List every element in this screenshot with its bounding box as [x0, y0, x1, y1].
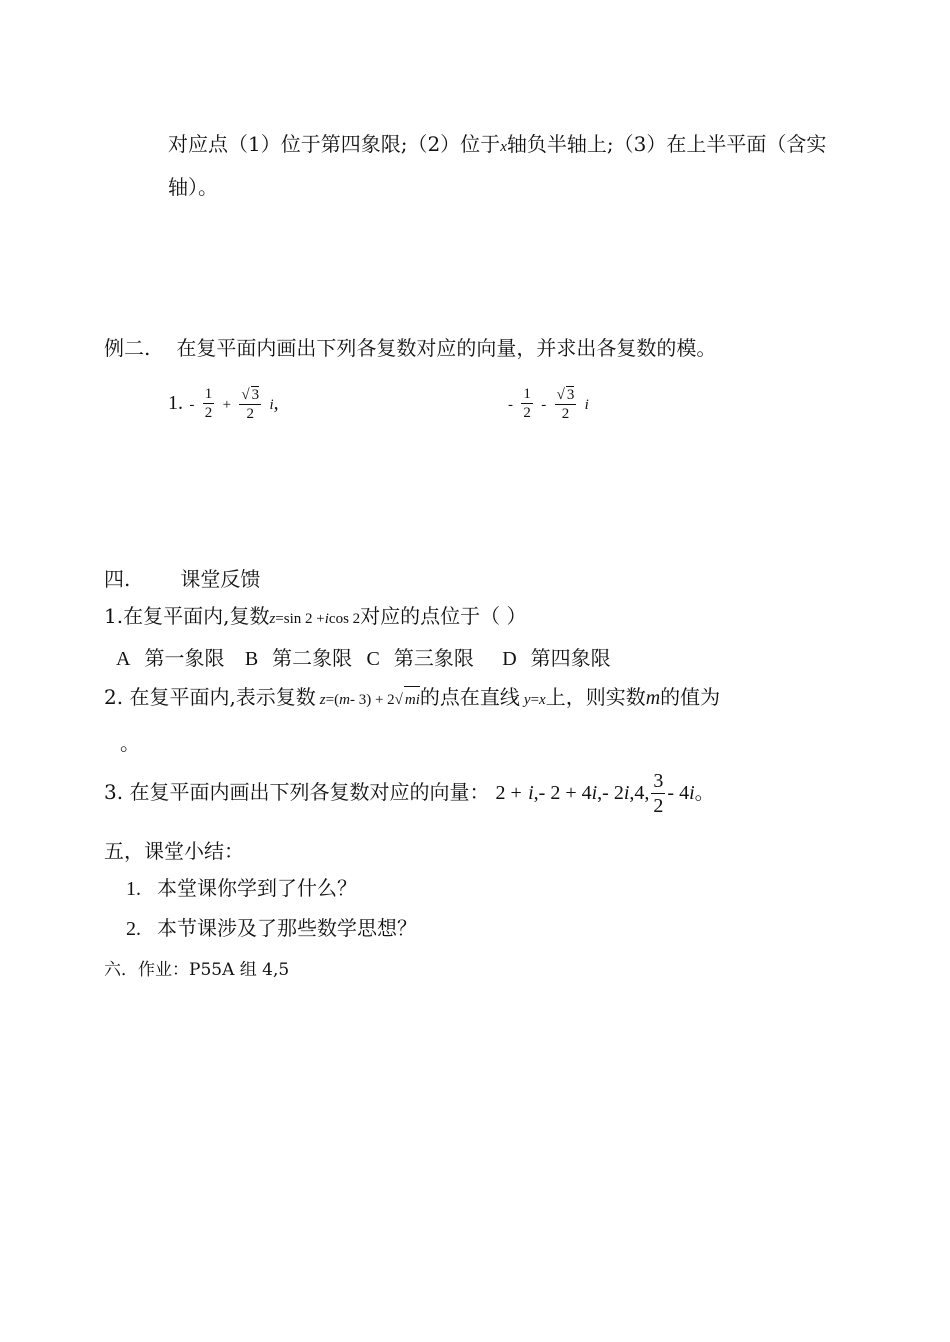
option-d: D 第四象限 [502, 646, 611, 670]
example2-text: 在复平面内画出下列各复数对应的向量，并求出各复数的模。 [176, 336, 717, 360]
intro-text-a: 对应点（1）位于第四象限;（2）位于 [168, 132, 501, 156]
question-1-options [116, 645, 611, 672]
option-c: C 第三象限 [366, 646, 474, 670]
example2-heading [104, 335, 716, 361]
section5-heading: 五，课堂小结： [104, 839, 244, 863]
item1-sqrt-fraction: $\frac{√ 3}{2}$ [241, 386, 260, 422]
item1-number: 1. [168, 392, 183, 414]
q1-text-a: 1.在复平面内,复数 [104, 604, 270, 628]
option-b: B 第二象限 [244, 646, 353, 670]
item1-fraction: $\frac{1}{2}$ [204, 386, 213, 421]
item2-imag: i [584, 397, 589, 413]
question-3: 3. 在复平面内画出下列各复数对应的向量： 2 + i,- 2 + 4i,- 2i,4, $\frac{3}{2}$ - 4i。 [104, 770, 715, 817]
item1-plus: + [222, 397, 232, 413]
summary-item-2: 2. 本节课涉及了那些数学思想？ [126, 916, 417, 940]
item2-neg: - [508, 397, 513, 413]
summary-item-1: 1. 本堂课你学到了什么？ [126, 876, 357, 900]
question-1: 1.在复平面内,复数z=sin 2 +icos 2对应的点位于（ ） [104, 604, 527, 628]
intro-text-c: 轴）。 [168, 175, 218, 199]
q2-text-a: 2. 在复平面内,表示复数 [104, 685, 316, 709]
homework-line: 六．作业：P55A 组 4,5 [104, 960, 290, 980]
q2-text-b: 的点在直线 [419, 685, 520, 709]
example2-label: 例二. [104, 336, 151, 360]
item2-fraction: $\frac{1}{2}$ [523, 386, 531, 421]
intro-line-2 [168, 174, 218, 200]
q3-fraction: $\frac{3}{2}$ [653, 770, 664, 817]
q1-text-b: 对应的点位于（ ） [360, 604, 527, 628]
var-x: x [500, 139, 507, 155]
q2-text-c: 上，则实数 [545, 685, 646, 709]
section4-label: 四. [104, 567, 131, 591]
q2-text-d: 的值为 [660, 685, 721, 709]
item1-comma: , [273, 392, 279, 414]
item1-neg: - [189, 397, 195, 413]
q3-text-a: 3. 在复平面内画出下列各复数对应的向量： [104, 780, 490, 804]
item2-sqrt-fraction: $\frac{√ 3}{2}$ [556, 386, 575, 422]
example2-item-1 [168, 384, 279, 423]
intro-text-b: 轴负半轴上;（3）在上半平面（含实 [506, 132, 827, 156]
question-2-tail: 。 [120, 731, 140, 755]
item2-minus: - [541, 397, 547, 413]
section4-title: 课堂反馈 [180, 567, 261, 591]
option-a: A 第一象限 [116, 646, 225, 670]
question-2: 2. 在复平面内,表示复数 z=(m- 3) + 2√ mi的点在直线 y=x上，则实数m的值为 [104, 684, 720, 713]
example2-item-2 [508, 384, 589, 423]
section4-heading [104, 566, 260, 592]
item1-imag: i [269, 397, 274, 413]
intro-line-1 [168, 131, 826, 160]
